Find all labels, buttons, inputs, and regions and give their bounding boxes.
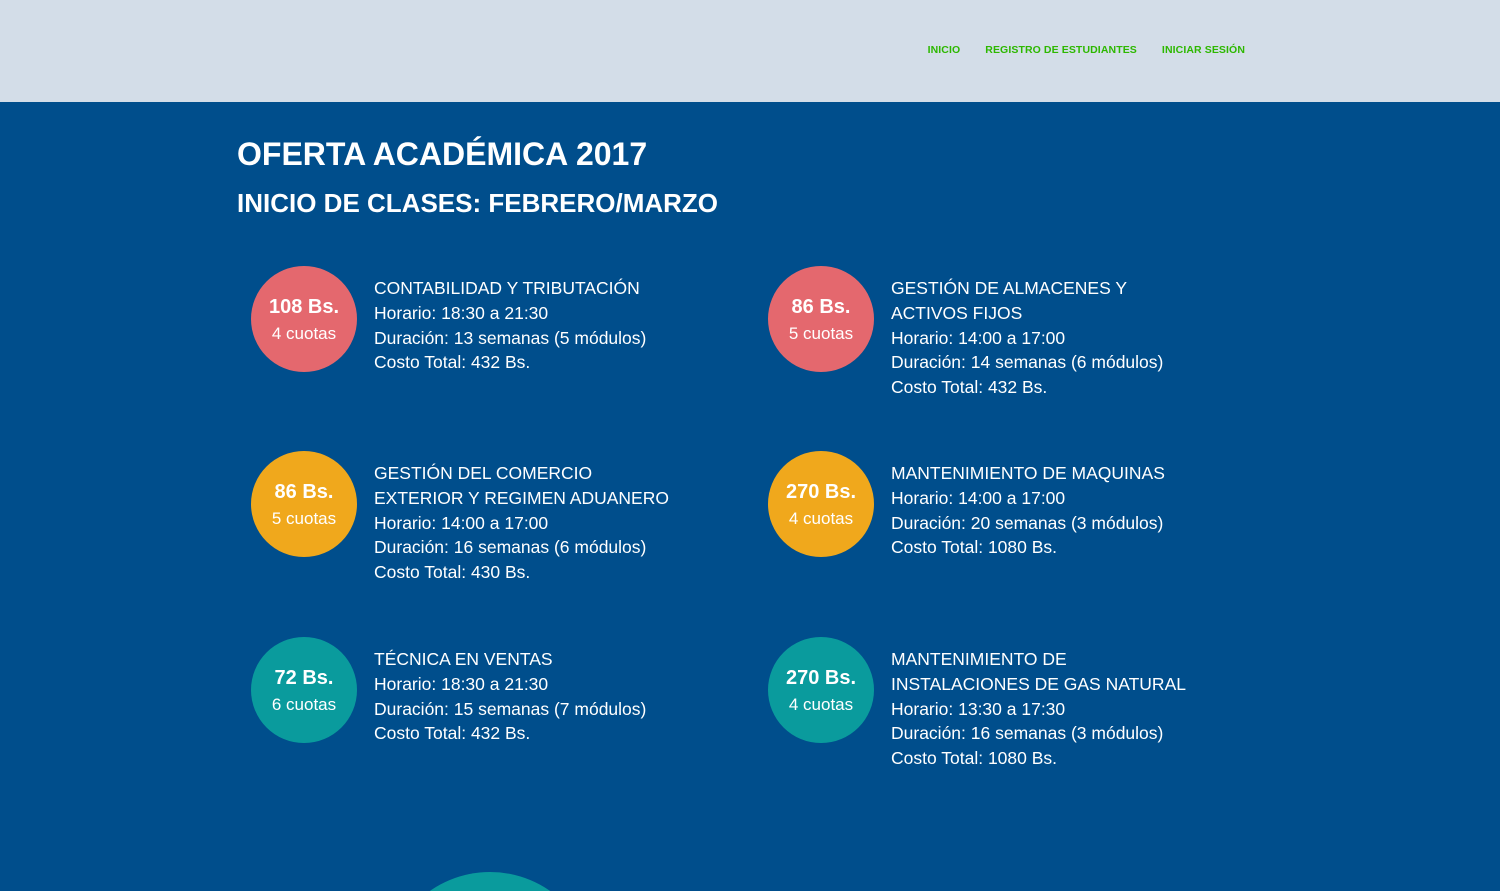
course-card: [768, 266, 1238, 416]
course-total-cost: Costo Total: 430 Bs.: [374, 562, 531, 583]
course-name: TÉCNICA EN VENTAS: [374, 649, 553, 669]
course-duration: Duración: 16 semanas (3 módulos): [891, 723, 1164, 744]
course-price: 270 Bs.: [785, 481, 857, 503]
nav-link-iniciar-sesion[interactable]: INICIAR SESIÓN: [1161, 44, 1245, 56]
course-duration: Duración: 20 semanas (3 módulos): [891, 512, 1164, 533]
price-circle: [768, 451, 874, 557]
course-card: [251, 266, 721, 416]
decorative-circle: [385, 872, 595, 891]
price-circle: [768, 266, 874, 372]
course-total-cost: Costo Total: 1080 Bs.: [891, 537, 1058, 558]
course-quotas: 4 cuotas: [271, 324, 337, 343]
course-card: [251, 637, 721, 787]
course-card: [251, 451, 721, 601]
price-circle: [251, 266, 357, 372]
course-info: [891, 276, 1191, 400]
course-quotas: 5 cuotas: [271, 509, 337, 528]
course-info: [374, 461, 684, 585]
price-circle: [251, 451, 357, 557]
nav-link-registro-estudiantes[interactable]: REGISTRO DE ESTUDIANTES: [985, 44, 1137, 56]
price-circle: [768, 637, 874, 743]
course-price: 72 Bs.: [274, 667, 334, 689]
course-card: [768, 637, 1238, 787]
course-total-cost: Costo Total: 432 Bs.: [891, 377, 1048, 398]
course-price: 86 Bs.: [274, 481, 334, 503]
course-schedule: Horario: 14:00 a 17:00: [374, 512, 549, 533]
course-duration: Duración: 14 semanas (6 módulos): [891, 352, 1164, 373]
course-quotas: 4 cuotas: [788, 509, 854, 528]
course-name: MANTENIMIENTO DE INSTALACIONES DE GAS NATURAL: [891, 649, 1186, 694]
page-subtitle: INICIO DE CLASES: FEBRERO/MARZO: [237, 188, 719, 218]
top-navigation-bar: [0, 0, 1500, 102]
course-info: [891, 647, 1201, 771]
course-info: [374, 647, 714, 746]
course-schedule: Horario: 18:30 a 21:30: [374, 673, 549, 694]
course-total-cost: Costo Total: 1080 Bs.: [891, 748, 1058, 769]
course-name: CONTABILIDAD Y TRIBUTACIÓN: [374, 278, 640, 298]
course-price: 270 Bs.: [785, 667, 857, 689]
course-info: [891, 461, 1231, 560]
nav-link-inicio[interactable]: INICIO: [927, 44, 961, 56]
course-name: GESTIÓN DE ALMACENES Y ACTIVOS FIJOS: [891, 278, 1127, 323]
course-name: MANTENIMIENTO DE MAQUINAS: [891, 463, 1165, 483]
course-duration: Duración: 13 semanas (5 módulos): [374, 327, 647, 348]
course-schedule: Horario: 14:00 a 17:00: [891, 327, 1066, 348]
course-price: 86 Bs.: [791, 296, 851, 318]
course-total-cost: Costo Total: 432 Bs.: [374, 352, 531, 373]
main-nav: [928, 44, 1245, 56]
course-price: 108 Bs.: [268, 296, 340, 318]
course-duration: Duración: 15 semanas (7 módulos): [374, 698, 647, 719]
course-name: GESTIÓN DEL COMERCIO EXTERIOR Y REGIMEN ADUANERO: [374, 463, 669, 508]
course-schedule: Horario: 13:30 a 17:30: [891, 698, 1066, 719]
course-card: [768, 451, 1238, 601]
course-schedule: Horario: 14:00 a 17:00: [891, 487, 1066, 508]
course-total-cost: Costo Total: 432 Bs.: [374, 723, 531, 744]
academic-offer-section: [0, 102, 1500, 891]
price-circle: [251, 637, 357, 743]
course-quotas: 5 cuotas: [788, 324, 854, 343]
course-duration: Duración: 16 semanas (6 módulos): [374, 537, 647, 558]
course-info: [374, 276, 714, 375]
course-schedule: Horario: 18:30 a 21:30: [374, 302, 549, 323]
course-quotas: 6 cuotas: [271, 695, 337, 714]
page-title: OFERTA ACADÉMICA 2017: [237, 136, 648, 172]
course-quotas: 4 cuotas: [788, 695, 854, 714]
